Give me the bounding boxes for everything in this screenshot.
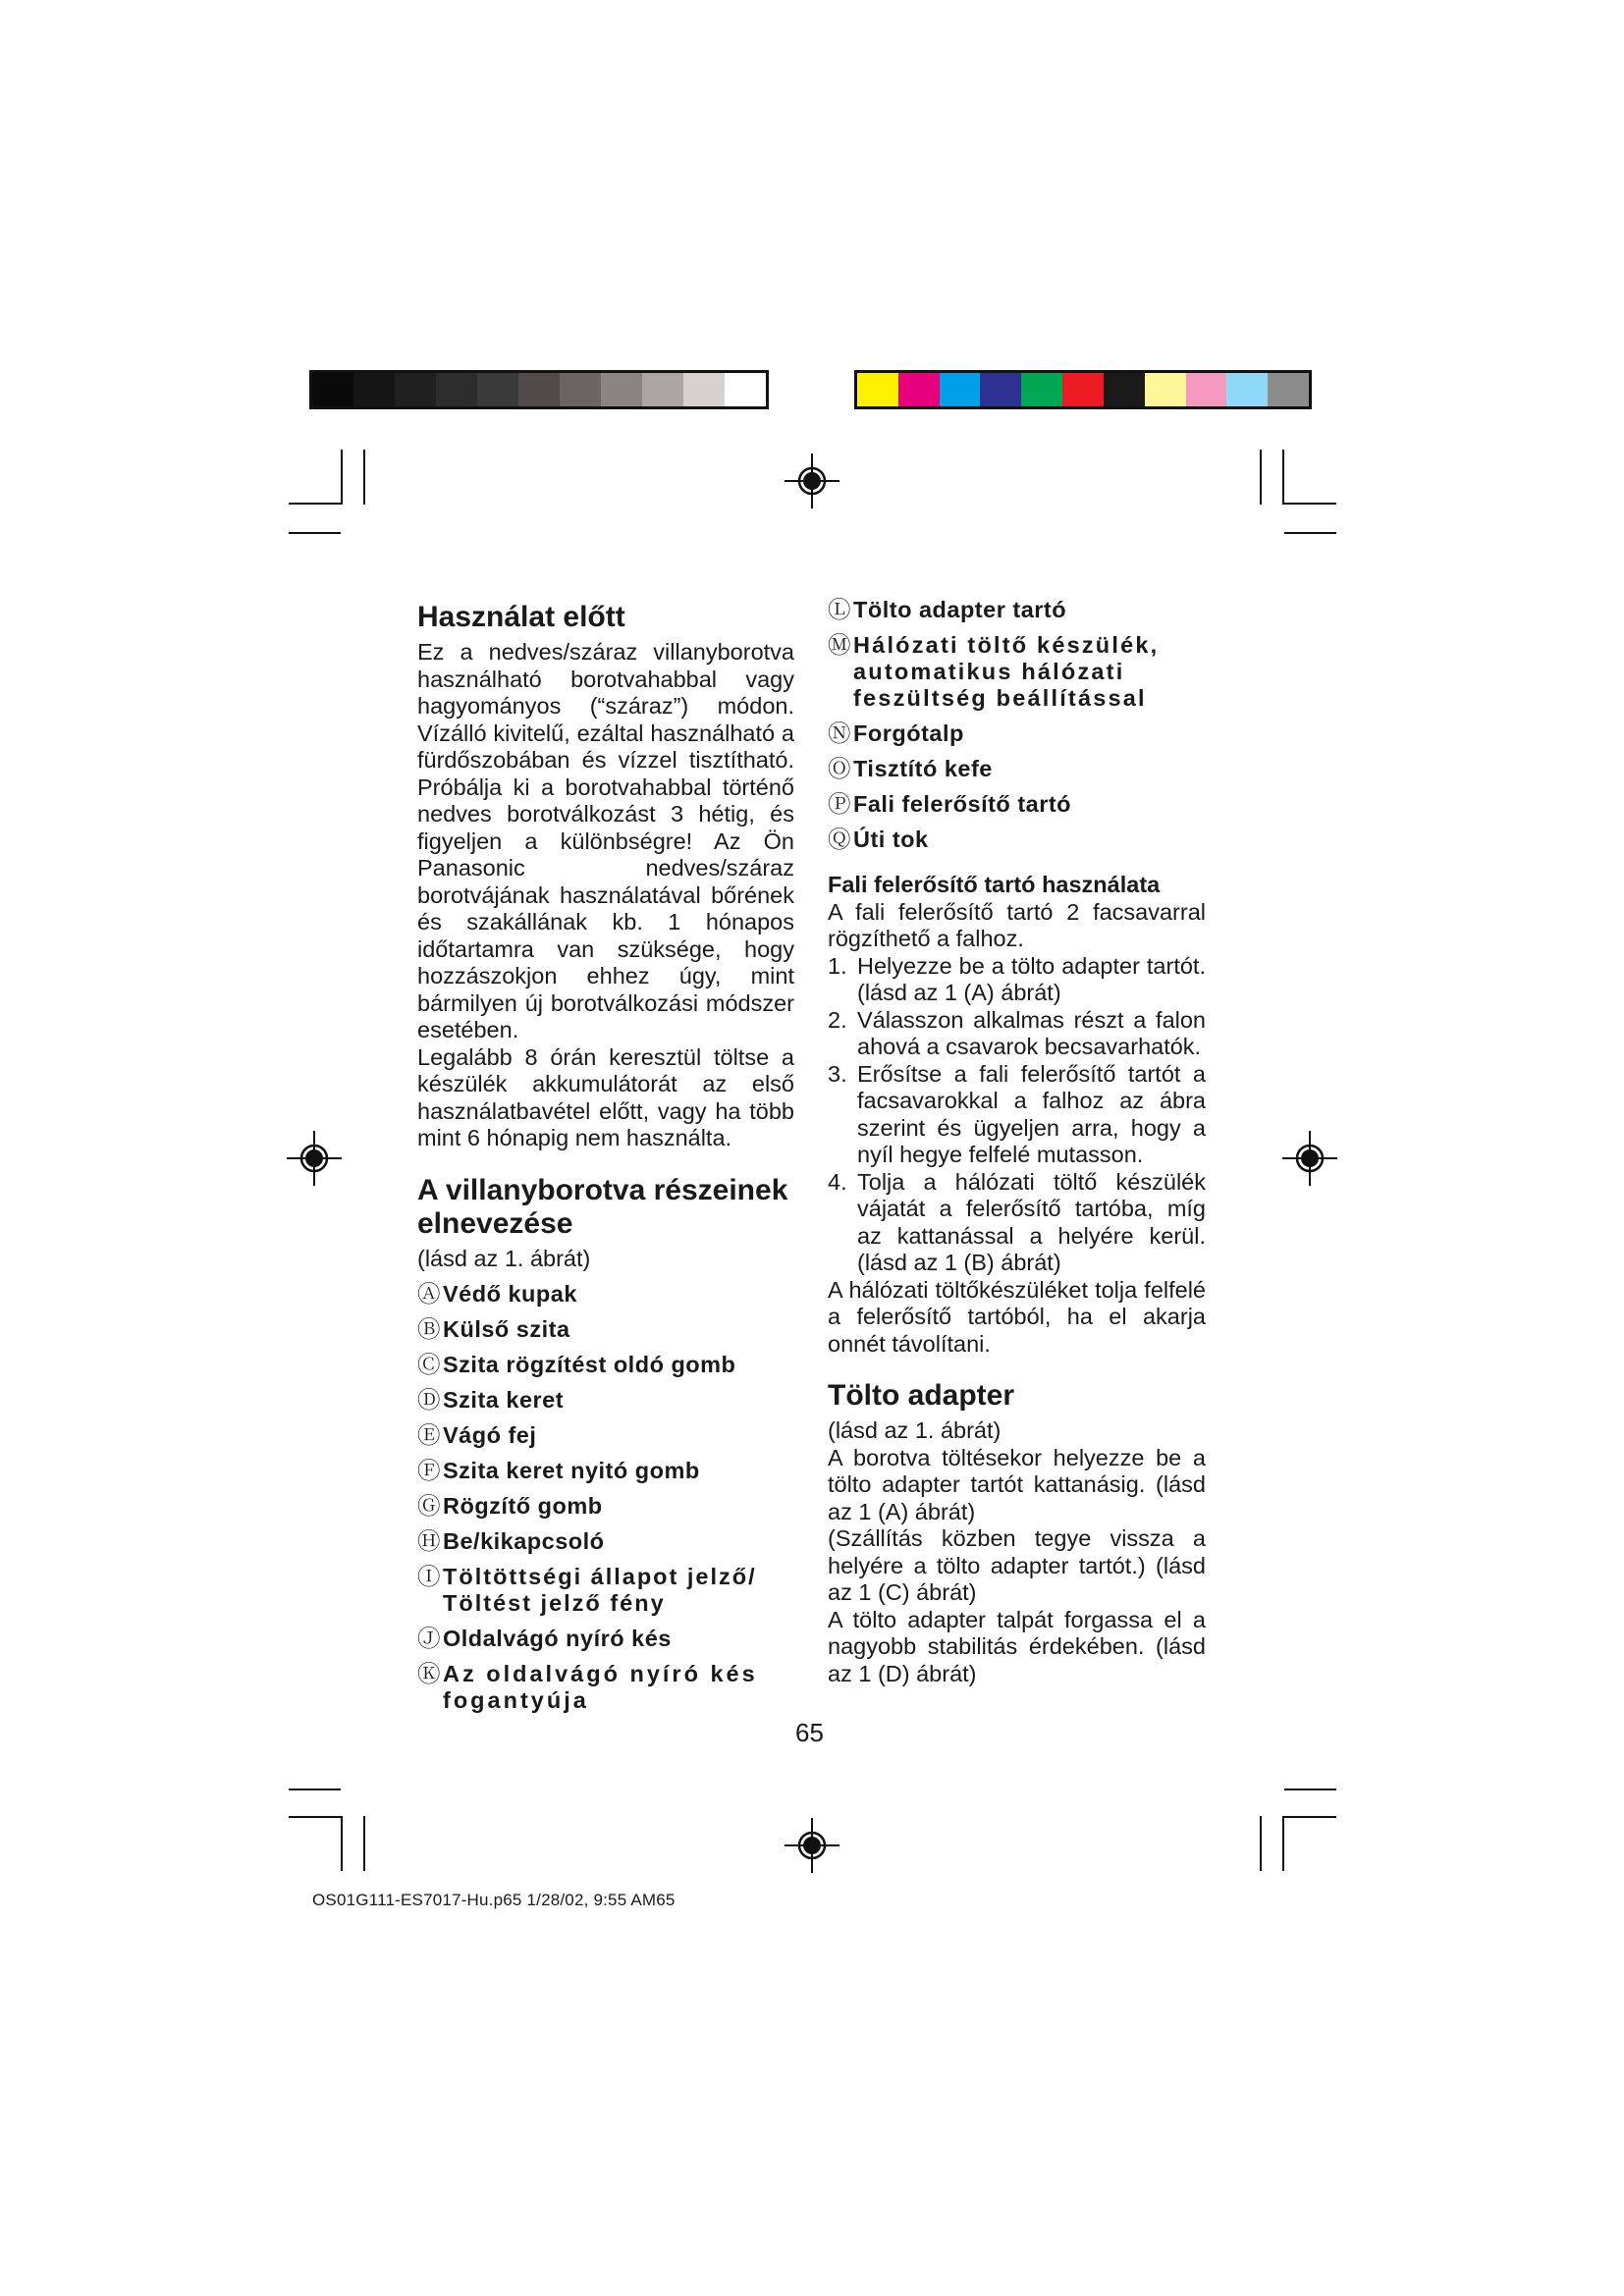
part-item bbox=[417, 1564, 794, 1617]
gray-swatch bbox=[477, 373, 518, 406]
part-label: Töltöttségi állapot jelző/ Töltést jelző fény bbox=[443, 1564, 757, 1616]
gray-swatch bbox=[353, 373, 395, 406]
part-marker: Ⓔ bbox=[417, 1422, 441, 1448]
crop-mark bbox=[1282, 1816, 1284, 1871]
part-marker: Ⓜ bbox=[828, 632, 851, 658]
heading-charge-adapter: Tölto adapter bbox=[828, 1379, 1015, 1412]
part-label: Az oldalvágó nyíró kés fogantyúja bbox=[443, 1661, 758, 1713]
charge-paragraph: Legalább 8 órán keresztül töltse a készülék akkumulátorát az első használatbavétel előtt, vagy ha több mint 6 hónapig nem használta. bbox=[417, 1043, 794, 1150]
file-footer: OS01G111-ES7017-Hu.p65 1/28/02, 9:55 AM65 bbox=[312, 1891, 676, 1909]
color-swatch bbox=[980, 373, 1021, 406]
part-marker: Ⓒ bbox=[417, 1352, 441, 1377]
part-item bbox=[417, 1281, 794, 1308]
part-marker: Ⓛ bbox=[828, 597, 851, 622]
part-marker: Ⓟ bbox=[828, 791, 851, 817]
gray-swatch bbox=[601, 373, 642, 406]
part-item bbox=[417, 1316, 794, 1343]
step-text: Erősítse a fali felerősítő tartót a facsavarokkal a falhoz az ábra szerint és ügyeljen arra, hogy a nyíl hegye felfelé mutasson. bbox=[857, 1060, 1206, 1167]
wall-mount-intro: A fali felerősítő tartó 2 facsavarral rögzíthető a falhoz. bbox=[828, 898, 1206, 951]
part-marker: Ⓠ bbox=[828, 827, 851, 852]
step-text: Helyezze be a tölto adapter tartót. (lásd az 1 (A) ábrát) bbox=[857, 952, 1206, 1005]
color-swatch bbox=[940, 373, 981, 406]
part-label: Vágó fej bbox=[443, 1422, 537, 1448]
wall-mount-remove: A hálózati töltőkészüléket tolja felfelé a felerősítő tartóból, ha el akarja onnét távolítani. bbox=[828, 1276, 1206, 1357]
crop-mark bbox=[1282, 1816, 1336, 1818]
part-label: Be/kikapcsoló bbox=[443, 1528, 605, 1554]
part-item bbox=[417, 1387, 794, 1414]
part-item bbox=[828, 597, 1206, 623]
wall-mount-steps bbox=[828, 953, 1206, 1277]
crop-mark bbox=[289, 1789, 341, 1790]
crop-mark bbox=[363, 1816, 365, 1871]
part-item bbox=[828, 721, 1206, 747]
part-marker: Ⓐ bbox=[417, 1281, 441, 1307]
gray-swatch bbox=[642, 373, 683, 406]
crop-mark bbox=[1282, 503, 1336, 505]
color-calibration-bar bbox=[854, 370, 1312, 409]
step-item bbox=[828, 1169, 1206, 1277]
color-swatch bbox=[1186, 373, 1227, 406]
gray-swatch bbox=[312, 373, 353, 406]
step-number: 3. bbox=[828, 1060, 847, 1087]
part-item bbox=[417, 1661, 794, 1714]
part-item bbox=[828, 756, 1206, 782]
crop-mark bbox=[341, 1816, 343, 1871]
step-number: 4. bbox=[828, 1168, 847, 1195]
part-item bbox=[828, 791, 1206, 818]
crop-mark bbox=[1284, 532, 1336, 534]
step-item bbox=[828, 1061, 1206, 1169]
part-label: Forgótalp bbox=[853, 721, 964, 746]
left-column bbox=[417, 601, 794, 1723]
part-marker: Ⓙ bbox=[417, 1626, 441, 1651]
step-number: 1. bbox=[828, 952, 847, 979]
step-text: Tolja a hálózati töltő készülék vájatát a felerősítő tartóba, míg az kattanással a helyére kerül. (lásd az 1 (B) ábrát) bbox=[857, 1168, 1206, 1275]
part-label: Tisztító kefe bbox=[853, 756, 993, 781]
heading-parts: A villanyborotva részeinek elnevezése bbox=[417, 1173, 788, 1240]
parts-reference: (lásd az 1. ábrát) bbox=[417, 1245, 591, 1271]
part-marker: Ⓘ bbox=[417, 1564, 441, 1589]
part-marker: Ⓑ bbox=[417, 1316, 441, 1342]
part-marker: Ⓝ bbox=[828, 721, 851, 746]
step-item bbox=[828, 953, 1206, 1007]
part-marker: Ⓓ bbox=[417, 1387, 441, 1413]
part-marker: Ⓗ bbox=[417, 1528, 441, 1554]
registration-mark-icon bbox=[1282, 1131, 1337, 1186]
grayscale-calibration-bar bbox=[309, 370, 769, 409]
right-column bbox=[828, 597, 1206, 1687]
adapter-paragraph: A tölto adapter talpát forgassa el a nagyobb stabilitás érdekében. (lásd az 1 (D) ábrát) bbox=[828, 1606, 1206, 1686]
part-label: Fali felerősítő tartó bbox=[853, 791, 1072, 817]
part-item bbox=[828, 632, 1206, 712]
step-item bbox=[828, 1007, 1206, 1061]
step-text: Válasszon alkalmas részt a falon ahová a csavarok becsavarhatók. bbox=[857, 1006, 1206, 1059]
step-number: 2. bbox=[828, 1006, 847, 1033]
registration-mark-icon bbox=[287, 1131, 342, 1186]
crop-mark bbox=[363, 450, 365, 505]
part-item bbox=[417, 1352, 794, 1378]
registration-mark-icon bbox=[785, 1818, 839, 1873]
color-swatch bbox=[1145, 373, 1186, 406]
part-label: Szita keret bbox=[443, 1387, 565, 1413]
part-item bbox=[417, 1626, 794, 1652]
part-item bbox=[417, 1422, 794, 1449]
adapter-paragraph: A borotva töltésekor helyezze be a tölto adapter tartót kattanásig. (lásd az 1 (A) ábrát) bbox=[828, 1444, 1206, 1524]
part-item bbox=[417, 1493, 794, 1520]
part-label: Szita keret nyitó gomb bbox=[443, 1458, 700, 1483]
color-swatch bbox=[1062, 373, 1104, 406]
part-marker: Ⓕ bbox=[417, 1458, 441, 1483]
part-marker: Ⓖ bbox=[417, 1493, 441, 1519]
adapter-paragraph: (Szállítás közben tegye vissza a helyére a tölto adapter tartót.) (lásd az 1 (C) ábrát) bbox=[828, 1525, 1206, 1605]
part-item bbox=[417, 1528, 794, 1555]
part-label: Oldalvágó nyíró kés bbox=[443, 1626, 672, 1651]
gray-swatch bbox=[725, 373, 766, 406]
color-swatch bbox=[1104, 373, 1145, 406]
part-label: Úti tok bbox=[853, 827, 929, 852]
gray-swatch bbox=[518, 373, 560, 406]
gray-swatch bbox=[560, 373, 601, 406]
part-marker: Ⓞ bbox=[828, 756, 851, 781]
color-swatch bbox=[1268, 373, 1309, 406]
crop-mark bbox=[1260, 450, 1262, 505]
gray-swatch bbox=[395, 373, 436, 406]
color-swatch bbox=[898, 373, 940, 406]
crop-mark bbox=[289, 503, 343, 505]
gray-swatch bbox=[436, 373, 477, 406]
crop-mark bbox=[1282, 450, 1284, 505]
part-item bbox=[828, 827, 1206, 853]
heading-wall-mount: Fali felerősítő tartó használata bbox=[828, 872, 1161, 897]
part-item bbox=[417, 1458, 794, 1484]
color-swatch bbox=[1021, 373, 1062, 406]
crop-mark bbox=[1260, 1816, 1262, 1871]
part-label: Szita rögzítést oldó gomb bbox=[443, 1352, 736, 1377]
intro-paragraph: Ez a nedves/száraz villanyborotva használható borotvahabbal vagy hagyományos (“száraz”) módon. Vízálló kivitelű, ezáltal használható a fürdőszobában és vízzel tisztítható. Próbálja ki a borotvahabbal történő nedves borotválkozást 3 hétig, és figyeljen a különbségre! Az Ön Panasonic nedves/száraz borotvájának használatával bőrének és szakállának kb. 1 hónapos időtartamra van szüksége, hogy hozzászokjon ehhez úgy, mint bármilyen új borotválkozási módszer esetében. bbox=[417, 639, 794, 1042]
part-label: Rögzítő gomb bbox=[443, 1493, 603, 1519]
part-marker: Ⓚ bbox=[417, 1661, 441, 1686]
color-swatch bbox=[857, 373, 898, 406]
crop-mark bbox=[1284, 1789, 1336, 1790]
part-label: Hálózati töltő készülék, automatikus hálózati feszültség beállítással bbox=[853, 632, 1160, 711]
gray-swatch bbox=[683, 373, 725, 406]
color-swatch bbox=[1226, 373, 1268, 406]
heading-before-use: Használat előtt bbox=[417, 601, 625, 633]
crop-mark bbox=[289, 1816, 343, 1818]
part-label: Védő kupak bbox=[443, 1281, 577, 1307]
part-label: Külső szita bbox=[443, 1316, 570, 1342]
crop-mark bbox=[341, 450, 343, 505]
adapter-reference: (lásd az 1. ábrát) bbox=[828, 1417, 1001, 1443]
part-label: Tölto adapter tartó bbox=[853, 597, 1067, 622]
registration-mark-icon bbox=[785, 454, 839, 508]
crop-mark bbox=[289, 532, 341, 534]
page-number: 65 bbox=[795, 1718, 824, 1747]
